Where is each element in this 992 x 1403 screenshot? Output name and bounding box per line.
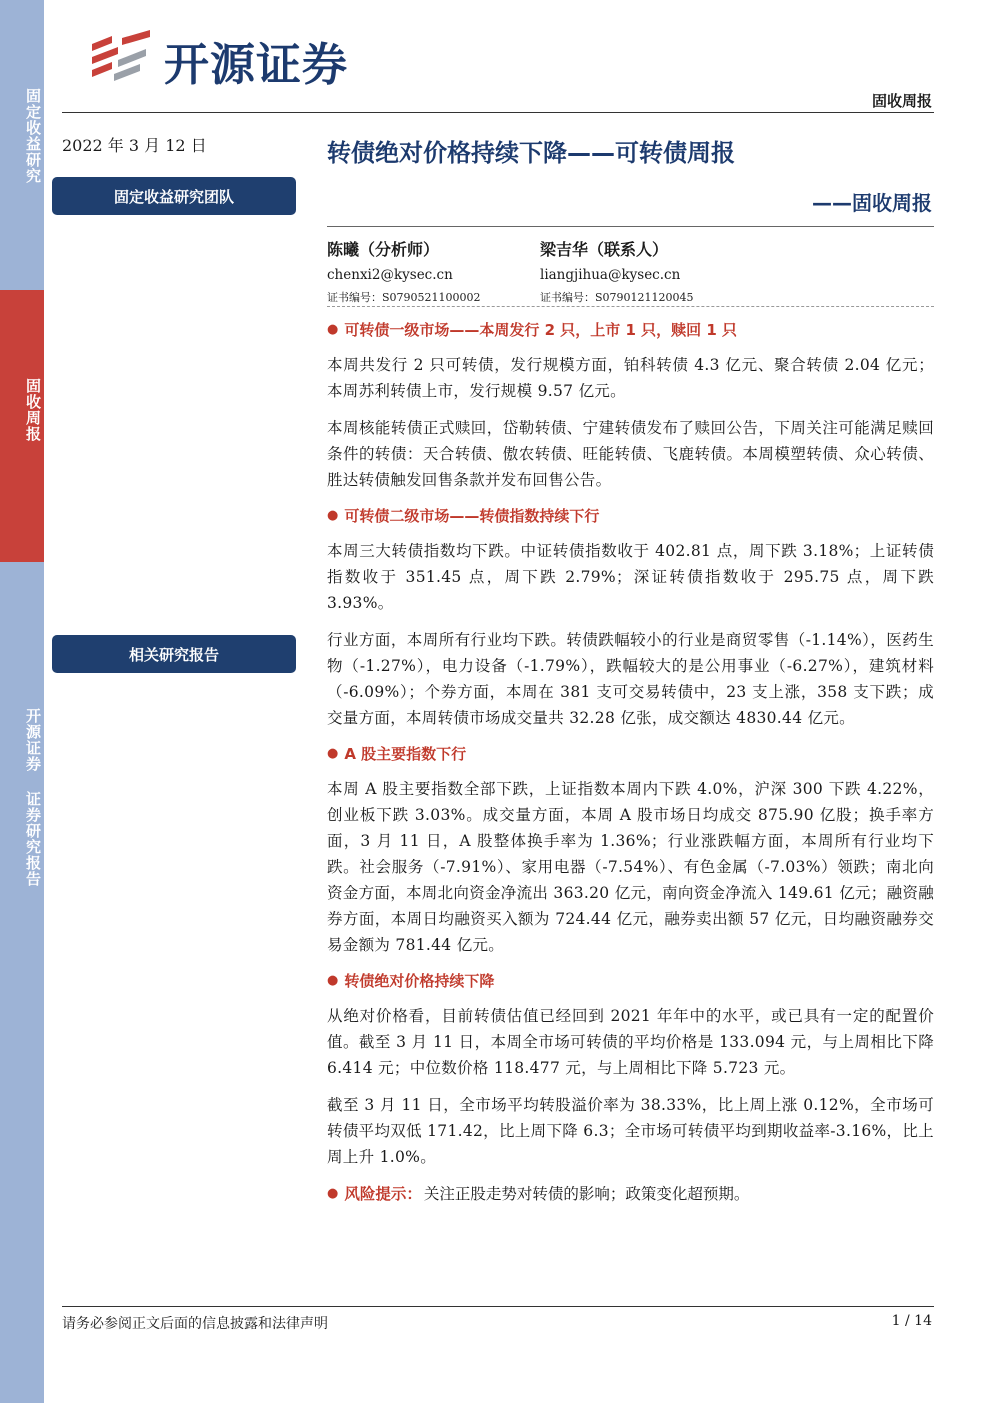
author-cert: 证书编号：S0790521100002 bbox=[327, 291, 481, 304]
section-heading-text: A 股主要指数下行 bbox=[344, 745, 467, 763]
section-paragraph: 截至 3 月 11 日，全市场平均转股溢价率为 38.33%，比上周上涨 0.12%，全市场可转债平均双低 171.42，比上周下降 6.3；全市场可转债平均到期收益率-3.16%，比上周上升 1.0%。 bbox=[327, 1096, 934, 1166]
brand-name: 开源证券 bbox=[164, 37, 349, 91]
footer-divider bbox=[62, 1306, 934, 1307]
section-heading bbox=[327, 504, 934, 528]
section-heading-text: 可转债一级市场——本周发行 2 只，上市 1 只，赎回 1 只 bbox=[344, 321, 737, 339]
brand-mark-icon bbox=[88, 30, 158, 90]
page-number: 1 / 14 bbox=[891, 1313, 932, 1329]
author-email[interactable]: chenxi2@kysec.cn bbox=[327, 267, 453, 283]
bullet-icon: ● bbox=[327, 1186, 339, 1201]
risk-text: 关注正股走势对转债的影响；政策变化超预期。 bbox=[423, 1185, 750, 1203]
section-paragraph: 本周 A 股主要指数全部下跌，上证指数本周内下跌 4.0%，沪深 300 下跌 4.22%，创业板下跌 3.03%。成交量方面，本周 A 股市场日均成交 875.90 亿股；换手率方面，3 月 11 日，A 股整体换手率为 1.36%；行业涨跌幅方面，本周所有行业均下跌。社会服务（-7.91%）、家用电器（-7.54%）、有色金属（-7.03%）领跌；南北向资金方面，本周北向资金净流出 363.20 亿元，南向资金净流入 149.61 亿元；融资融券方面，本周日均融资买入额为 724.44 亿元，融券卖出额 57 亿元，日均融资融券交易金额为 781.44 亿元。 bbox=[327, 780, 934, 954]
footer-disclaimer: 请务必参阅正文后面的信息披露和法律声明 bbox=[62, 1316, 328, 1332]
section-heading bbox=[327, 318, 934, 342]
risk-notice bbox=[327, 1181, 934, 1207]
risk-label: 风险提示： bbox=[344, 1185, 422, 1203]
report-title: 转债绝对价格持续下降——可转债周报 bbox=[327, 139, 735, 167]
author-block bbox=[327, 237, 481, 305]
section-heading-text: 可转债二级市场——转债指数持续下行 bbox=[344, 507, 600, 525]
side-strip-bottom bbox=[0, 562, 44, 1403]
author-cert: 证书编号：S0790121120045 bbox=[540, 291, 694, 304]
author-divider bbox=[327, 306, 934, 307]
team-badge: 固定收益研究团队 bbox=[52, 177, 296, 215]
bullet-icon: ● bbox=[327, 322, 339, 337]
report-summary bbox=[327, 318, 934, 1207]
bullet-icon: ● bbox=[327, 973, 339, 988]
header-report-type: 固收周报 bbox=[871, 92, 932, 110]
report-date: 2022 年 3 月 12 日 bbox=[62, 136, 207, 155]
section-heading bbox=[327, 969, 934, 993]
section-paragraph: 本周共发行 2 只可转债，发行规模方面，铂科转债 4.3 亿元、聚合转债 2.04 亿元；本周苏利转债上市，发行规模 9.57 亿元。 bbox=[327, 356, 934, 400]
author-name: 梁吉华（联系人） bbox=[540, 240, 669, 259]
side-label-brand: 开源证券 证券研究报告 bbox=[24, 708, 42, 887]
side-label-weekly: 固收周报 bbox=[24, 378, 42, 442]
author-name: 陈曦（分析师） bbox=[327, 240, 440, 259]
section-heading bbox=[327, 742, 934, 766]
section-paragraph: 本周核能转债正式赎回，岱勒转债、宁建转债发布了赎回公告，下周关注可能满足赎回条件的转债：天合转债、傲农转债、旺能转债、飞鹿转债。本周模塑转债、众心转债、胜达转债触发回售条款并发布回售公告。 bbox=[327, 419, 934, 489]
title-divider bbox=[327, 226, 934, 227]
header-divider bbox=[62, 112, 934, 113]
brand-logo bbox=[88, 30, 348, 90]
related-reports-badge: 相关研究报告 bbox=[52, 635, 296, 673]
section-paragraph: 从绝对价格看，目前转债估值已经回到 2021 年年中的水平，或已具有一定的配置价值。截至 3 月 11 日，本周全市场可转债的平均价格是 133.094 元，与上周相比下降 6.414 元；中位数价格 118.477 元，与上周相比下降 5.723 元。 bbox=[327, 1007, 934, 1077]
section-heading-text: 转债绝对价格持续下降 bbox=[344, 972, 495, 990]
section-paragraph: 行业方面，本周所有行业均下跌。转债跌幅较小的行业是商贸零售（-1.14%），医药生物（-1.27%），电力设备（-1.79%），跌幅较大的是公用事业（-6.27%），建筑材料（-6.09%）；个券方面，本周在 381 支可交易转债中，23 支上涨，358 支下跌；成交量方面，本周转债市场成交量共 32.28 亿张，成交额达 4830.44 亿元。 bbox=[327, 631, 934, 727]
side-label-research: 固定收益研究 bbox=[24, 88, 42, 184]
author-block bbox=[540, 237, 694, 305]
bullet-icon: ● bbox=[327, 746, 339, 761]
author-email[interactable]: liangjihua@kysec.cn bbox=[540, 267, 681, 283]
section-paragraph: 本周三大转债指数均下跌。中证转债指数收于 402.81 点，周下跌 3.18%；上证转债指数收于 351.45 点，周下跌 2.79%；深证转债指数收于 295.75 点，周下跌 3.93%。 bbox=[327, 542, 934, 612]
bullet-icon: ● bbox=[327, 508, 339, 523]
report-subtitle: ——固收周报 bbox=[812, 191, 932, 215]
